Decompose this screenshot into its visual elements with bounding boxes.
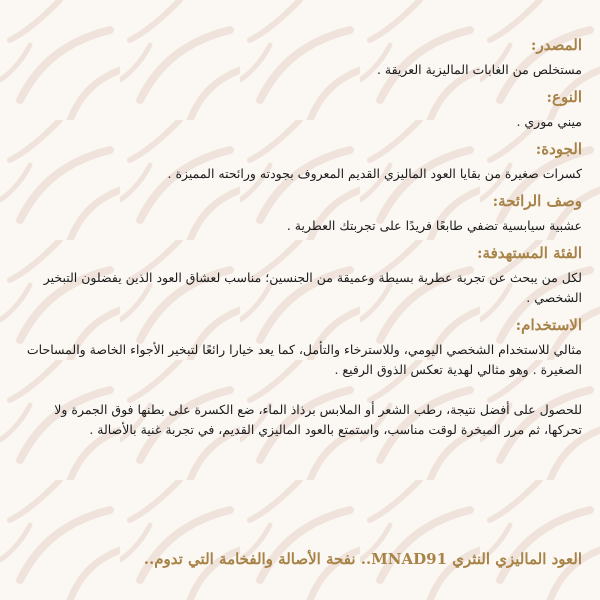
instructions-text: للحصول على أفضل نتيجة، رطب الشعر أو الملابس برذاذ الماء، ضع الكسرة على بطنها فوق الجمرة ولا تحركها، ثم مرر المبخرة لوقت مناسب، واستمتع بالعود الماليزي القديم، في تجربة غنية بالأصالة .: [54, 402, 582, 437]
spacer: [18, 386, 582, 400]
section-type: [18, 86, 582, 132]
usage-heading: الاستخدام:: [515, 316, 582, 334]
quality-text: كسرات صغيرة من بقايا العود الماليزي القديم المعروف بجودته ورائحته المميزة .: [167, 166, 582, 181]
section-source: [18, 34, 582, 80]
section-audience: [18, 242, 582, 308]
section-scent: [18, 190, 582, 236]
type-heading: النوع:: [546, 88, 582, 106]
audience-text: لكل من يبحث عن تجربة عطرية بسيطة وعميقة من الجنسين؛ مناسب لعشاق العود الذين يفضلون التبخير الشخصي .: [43, 270, 582, 305]
scent-text: عشبية سيابسية تضفي طابعًا فريدًا على تجربتك العطرية .: [286, 218, 582, 233]
quality-heading: الجودة:: [535, 140, 582, 158]
source-heading: المصدر:: [530, 36, 582, 54]
section-quality: [18, 138, 582, 184]
type-text: ميني موري .: [516, 114, 582, 129]
section-usage: [18, 314, 582, 380]
footer-tagline: العود الماليزي النثري MNAD91.. نفحة الأصالة والفخامة التي تدوم..: [143, 550, 582, 568]
source-text: مستخلص من الغابات الماليزية العريقة .: [376, 62, 582, 77]
usage-text: مثالي للاستخدام الشخصي اليومي، وللاسترخاء والتأمل، كما يعد خيارا رائعًا لتبخير الأجواء الخاصة والمساحات الصغيرة . وهو مثالي لهدية تعكس الذوق الرفيع .: [26, 342, 582, 377]
audience-heading: الفئة المستهدفة:: [477, 244, 582, 262]
scent-heading: وصف الرائحة:: [492, 192, 582, 210]
